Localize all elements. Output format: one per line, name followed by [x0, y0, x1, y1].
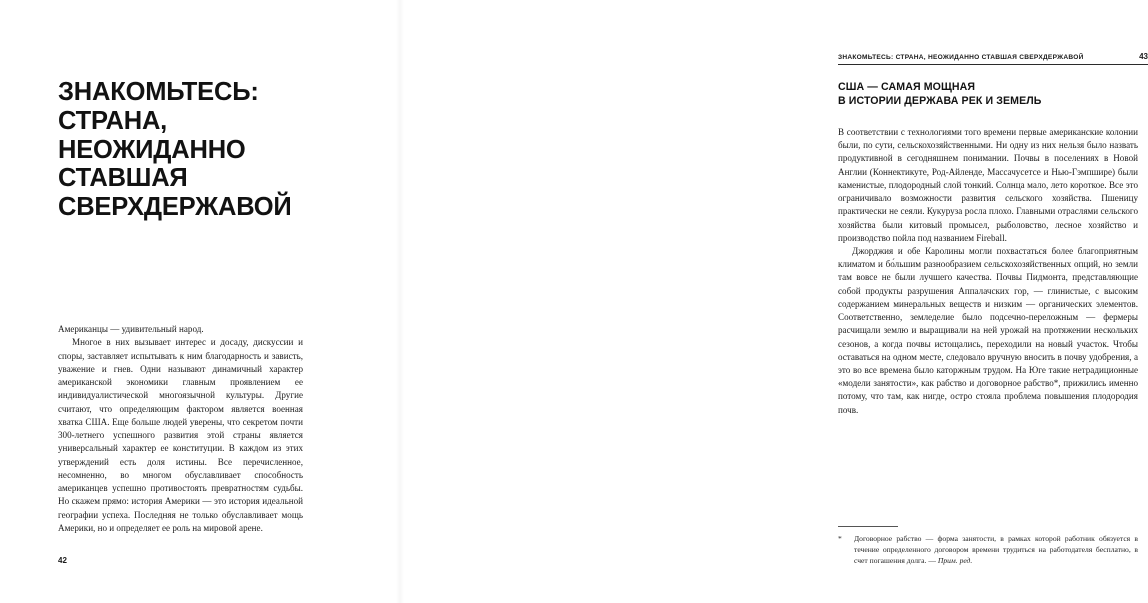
section-heading-line-1: США — САМАЯ МОЩНАЯ [838, 81, 976, 93]
chapter-title [58, 78, 358, 222]
chapter-title-line-3: НЕОЖИДАННО [58, 135, 246, 164]
footnote-rule [838, 526, 898, 527]
left-page-body [58, 323, 303, 535]
left-page [0, 0, 400, 603]
paragraph: Американцы — удивительный народ. [58, 324, 204, 334]
page-number-left: 42 [58, 556, 67, 565]
right-page [400, 0, 1148, 603]
chapter-title-line-4: СТАВШАЯ [58, 164, 188, 193]
running-head-text: ЗНАКОМЬТЕСЬ: СТРАНА, НЕОЖИДАННО СТАВШАЯ СВЕРХДЕРЖАВОЙ [838, 54, 1084, 61]
paragraph: Джорджия и обе Каролины могли похвастаться более благоприятным климатом и бо́льшим разнообразием сельскохозяйственных опций, но земли там вовсе не были лучшего качества. Почвы Пидмонта, представляющие собой продукты разрушения Аппалачских гор, — глинистые, с высоким содержанием минеральных веществ и низким — органических элементов. Соответственно, земледелие было подсечно-переложным — фермеры расчищали землю и выращивали на ней урожай на протяжении нескольких сезонов, а когда почвы истощались, переходили на новый участок. Чтобы оставаться на одном месте, следовало вручную вносить в почву удобрения, а это во все времена было каторжным трудом. На Юге такие нетрадиционные «модели занятости», как рабство и договорное рабство*, прижились именно потому, что там, как нигде, остро стояла проблема повышения плодородия почв. [838, 245, 1138, 415]
page-number-right: 43 [1139, 52, 1148, 61]
chapter-title-line-1: ЗНАКОМЬТЕСЬ: [58, 78, 259, 106]
header-rule [838, 64, 1148, 65]
footnote-text [854, 534, 1138, 566]
footnote-attribution: Прим. ред. [937, 555, 973, 565]
chapter-title-line-5: СВЕРХДЕРЖАВОЙ [58, 193, 292, 222]
footnote [838, 534, 1138, 566]
footnote-marker: * [838, 534, 842, 543]
paragraph: В соответствии с технологиями того времени первые американские колонии были, по сути, сельскохозяйственными. Ни одну из них нельзя было назвать продуктивной в сегодняшнем понимании. Почвы в поселениях в Новой Англии (Коннектикуте, Род-Айленде, Массачусетсе и Нью-Гэмпшире) были каменистые, плодородный слой тонкий. Солнца мало, лето короткое. Все это ограничивало возможности развития сельского хозяйства. Пшеницу практически не сеяли. Кукуруза росла плохо. Главными отраслями сельского хозяйства были китовый промысел, рыболовство, лесное хозяйство и производство пойла под названием Fireball. [838, 127, 1138, 243]
paragraph: Многое в них вызывает интерес и досаду, дискуссии и споры, заставляет испытывать к ним благодарность и зависть, уважение и гнев. Одни называют динамичный характер американской экономики главным проявлением ее индивидуалистической многоязычной культуры. Другие считают, что определяющим фактором является военная хватка США. Еще больше людей уверены, что секретом почти 300-летнего успешного развития этой страны является универсальный характер ее конституции. В каждом из этих утверждений есть доля истины. Все перечисленное, несомненно, во многом обуславливает способность американцев успешно противостоять превратностям судьбы. Но скажем прямо: история Америки — это история идеальной географии успеха. Последняя не только обуславливает мощь Америки, но и определяет ее роль на мировой арене. [58, 337, 303, 533]
section-heading-line-2: В ИСТОРИИ ДЕРЖАВА РЕК И ЗЕМЕЛЬ [838, 95, 1042, 108]
chapter-title-line-2: СТРАНА, [58, 106, 168, 135]
footnote-body: Договорное рабство — форма занятости, в рамках которой работник обязуется в течение определенного договором времени трудиться на работодателя бесплатно, в счет погашения долга. — [854, 534, 1138, 565]
running-head [838, 52, 1148, 61]
right-page-body [838, 126, 1138, 417]
section-heading [838, 80, 1138, 109]
